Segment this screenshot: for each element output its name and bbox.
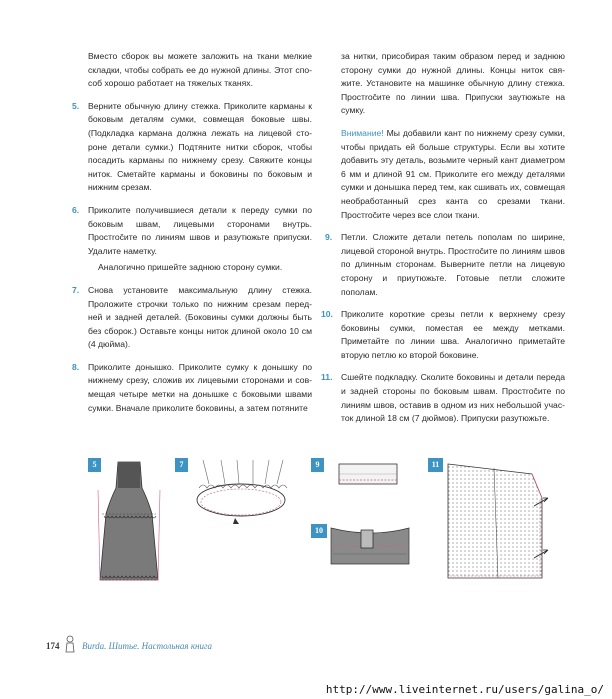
step-text: Приколите получившиеся детали к переду сумки по боковым швам, лицевыми сторонами внутрь. Простročите по линиям швов и разутюжьте припуски. Удалите наметку. — [88, 204, 312, 256]
figure-7 — [175, 458, 305, 528]
step-7 — [72, 284, 312, 352]
note-text: Мы добавили кант по нижнему срезу сумки, чтобы придать ей больше структуры. Если вы хотите добавить эту деталь, возьмите черный кант диаметром 6 мм и длиной 91 см. Приколите его между деталями сумки и донышка перед тем, как сшивать их, совмещая необработанный срез канта со срезами ткани. Простročите через все слои ткани. — [341, 127, 565, 220]
step-8 — [72, 361, 312, 415]
figure-badge: 10 — [311, 524, 327, 538]
step-11 — [321, 371, 565, 425]
step-number: 5. — [72, 100, 80, 111]
step-number: 11. — [321, 372, 333, 383]
step-5 — [72, 100, 312, 195]
figure-5 — [88, 458, 168, 588]
figure-11 — [424, 458, 564, 586]
figure-badge: 11 — [428, 458, 443, 472]
note-label: Внимание! — [341, 127, 384, 138]
bag-bottom-illustration — [175, 458, 305, 528]
step-text: Приколите короткие срезы петли к верхнему срезу боковины сумки, поместая ее между метками. Приметайте по линии шва. Аналогично приметайте вторую петлю ко второй боковине. — [341, 309, 565, 360]
step-text: Приколите донышко. Приколите сумку к донышку по нижнему срезу, сложив их лицевыми сторонами и сов- мещая четыре метки на донышке с боковыми швами сумки. Вначале приколите боковины, а затем потяните — [88, 361, 312, 413]
intro-paragraph: Вместо сборок вы можете заложить на ткани мелкие складки, чтобы собрать ее до нужной длины. Этот спо- соб хорошо работает на тяжелых тканях. — [88, 51, 312, 89]
lining-illustration — [424, 458, 564, 586]
step-number: 9. — [325, 232, 333, 243]
figure-badge: 9 — [311, 458, 324, 472]
source-url[interactable]: http://www.liveinternet.ru/users/galina_o/ — [325, 683, 604, 696]
figure-badge: 7 — [175, 458, 188, 472]
left-column — [72, 50, 312, 424]
step-text: Сшейте подкладку. Сколите боковины и детали переда и задней стороны по боковым швам. Простročите по линиям швов, оставив в одном из них небольшой учас- ток длиной 18 см (7 дюймов). Припуски разутюжьте. — [341, 372, 565, 424]
figure-10 — [311, 524, 411, 568]
book-logo-icon — [64, 635, 76, 653]
figure-badge: 5 — [88, 458, 101, 472]
step-number: 7. — [72, 284, 80, 295]
right-column — [321, 50, 565, 435]
bag-gathers-illustration — [88, 458, 168, 588]
step-6 — [72, 204, 312, 258]
step-10 — [321, 308, 565, 362]
page-number: 174 — [46, 641, 60, 651]
step-number: 6. — [72, 204, 80, 215]
step-number: 8. — [72, 361, 80, 372]
continuation-paragraph: за нитки, присобирая таким образом перед и заднюю сторону сумки до нужной длины. Концы ниток свя- жите. Установите на машинке обычную длину стежка. Простročите по линии шва. Припуски заутюжьте на сумку. — [341, 51, 565, 116]
loop-illustration — [311, 458, 411, 494]
book-title: Burda. Шитье. Настольная книга — [82, 641, 213, 651]
step-text: Петли. Сложите детали петель пополам по ширине, лицевой стороной внутрь. Простročите по линиям швов по длинным сторонам. Выверните петли на лицевую сторону и приутюжьте. Готовые петли сложите пополам. — [341, 232, 565, 297]
step-9 — [325, 231, 565, 299]
figure-9 — [311, 458, 411, 494]
step-text: Снова установите максимальную длину стежка. Проложите строчки только по нижним срезам перед- ней и задней деталей. (Боковины сумки должны быть без сборок.) Оставьте концы ниток длиной около 10 см (4 дюйма). — [88, 284, 312, 350]
step-number: 10. — [321, 309, 333, 320]
step-text: Верните обычную длину стежка. Приколите карманы к боковым деталям сумки, совмещая боковые швы. (Подкладка кармана должна лежать на лицевой сто- роне детали сумки.) Подтяните нитки сборок, чтобы посадить карманы по нижнему срезу. Свяжите концы ниток. Сметайте карманы и боковины по боковым и нижним срезам. — [88, 100, 312, 193]
note-paragraph — [341, 127, 565, 222]
step-6-extra: Аналогично пришейте заднюю сторону сумки. — [98, 262, 283, 273]
